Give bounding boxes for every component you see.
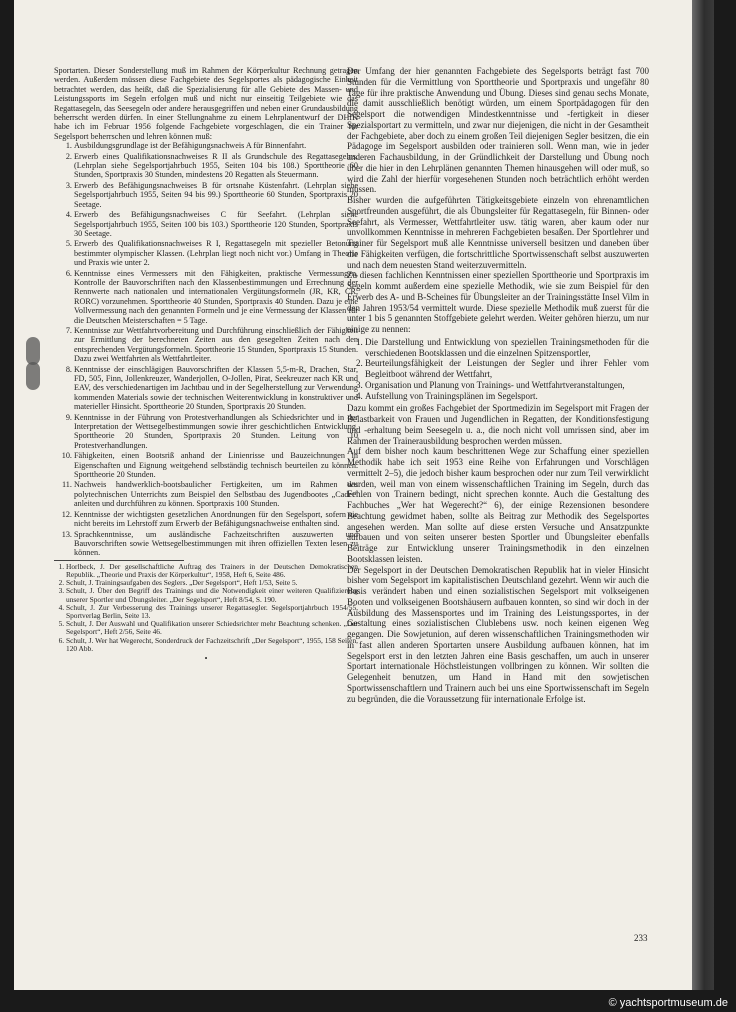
footnote: 4. Schult, J. Zur Verbesserung des Trainings unserer Regattasegler. Segelsportjahrbuch 1954/55, Sportverlag Berlin, Seite 13. xyxy=(66,604,358,620)
list-item: 5. Erwerb des Qualifikationsnachweises R I, Regattasegeln mit spezieller Betonung bestimmter olympischer Klassen. (Lehrplan liegt noch nicht vor.) Umfang in Theorie und Praxis wie unter 2. xyxy=(74,239,358,267)
footnote: 6. Schult, J. Wer hat Wegerecht, Sonderdruck der Fachzeitschrift „Der Segelsport“, 1955, 158 Seiten, 120 Abb. xyxy=(66,637,358,653)
list-item: 9. Kenntnisse in der Führung von Protestverhandlungen als Schiedsrichter und in der Interpretation der Wettsegelbestimmungen sowie ihrer geschichtlichen Entwicklung. Sporttheorie 20 Stunden, Sportpraxis 20 Stunden. Leitung von 10 Protestverhandlungen. xyxy=(74,413,358,451)
footnotes xyxy=(54,563,358,653)
list-item: 3. Erwerb des Befähigungsnachweises B für ortsnahe Küstenfahrt. (Lehrplan siehe Segelsportjahrbuch 1955, Seiten 94 bis 99.) Sporttheorie 60 Stunden, Sportpraxis 20 Seetage. xyxy=(74,181,358,209)
list-item: 2. Beurteilungsfähigkeit der Leistungen der Segler und ihrer Fehler vom Begleitboot während der Wettfahrt, xyxy=(365,358,649,380)
bullet-mark: • xyxy=(204,653,208,663)
footnote: 3. Schult, J. Über den Begriff des Trainings und die Notwendigkeit einer weiteren Qualifizierung unserer Sportler und Übungsleiter. „Der Segelsport“, Heft 8/54, S. 190. xyxy=(66,587,358,603)
list-item: 10. Fähigkeiten, einen Bootsriß anhand der Linienrisse und Bauzeichnungen in Eigenschaften und Eignung weitgehend selbständig technisch beurteilen zu können. Sporttheorie 20 Stunden. xyxy=(74,451,358,479)
list-item: 13. Sprachkenntnisse, um ausländische Fachzeitschriften auszuwerten und Bauvorschriften sowie Wettsegelbestimmungen mit ihren offiziellen Texten lesen zu können. xyxy=(74,530,358,558)
right-column xyxy=(347,66,649,704)
paragraph: Der Segelsport in der Deutschen Demokratischen Republik hat in vieler Hinsicht bisher vom Segelsport im kapitalistischen Deutschland gezehrt. Wenn wir auch die Basis verändert haben und einen sozialistischen Segelsport mit volkseigenen Booten und volkseigenen Bootshäusern aufbauen konnten, so sind wir doch in der Ausbildung des Massensportes und im Training des Leistungssportes, in der Gestaltung eines sozialistischen Clublebens usw. noch keinen eigenen Weg gegangen. Die Sowjetunion, auf deren wissenschaftlichen Trainingsmethoden wir in fast allen anderen Sportarten unsere Ausbildung aufbauen können, hat im Segelsport erst in den letzten Jahren eine Basis geschaffen, um auch in unserer Sportart internationale Höchstleistungen vollbringen zu können. Wir sollten die Gelegenheit benutzen, um Hand in Hand mit den sowjetischen Sportwissenschaftlern und Trainern auch bei uns eine Sportwissenschaft im Segeln zu begründen, die die Voraussetzung für internationale Erfolge ist. xyxy=(347,564,649,704)
copyright-credit: © yachtsportmuseum.de xyxy=(608,997,728,1009)
left-intro: Sportarten. Dieser Sonderstellung muß im Rahmen der Körperkultur Rechnung getragen werden. Außerdem müssen diese Fachgebiete des Segelsportes als pädagogische Einheit betrachtet werden, das heißt, daß die Spezialisierung für alle Gebiete des Massen- und Leistungssports im Segeln erfolgen muß und nicht nur einseitig Teilgebiete wie das Regattasegeln, das Seesegeln oder andere herausgegriffen und neben einer Grundausbildung beherrscht werden dürfen. In einer Stellungnahme zu einem Lehrplanentwurf der DHfK habe ich im Februar 1956 folgende Fachgebiete vorgeschlagen, die ein Trainer für Segelsport beherrschen und lehren können muß: xyxy=(54,66,358,141)
list-item: 7. Kenntnisse zur Wettfahrtvorbereitung und Durchführung einschließlich der Fähigkeit zur Ermittlung der berechneten Zeiten aus den gesegelten Zeiten nach den entsprechenden Vergütungsformeln. Sporttheorie 15 Stunden, Sportpraxis 15 Stunden. Dazu zwei Wettfahrten als Wettfahrtleiter. xyxy=(74,326,358,364)
left-column xyxy=(54,66,358,663)
book-binding xyxy=(692,0,714,990)
list-item: 1. Ausbildungsgrundlage ist der Befähigungsnachweis A für Binnenfahrt. xyxy=(74,141,358,150)
paragraph: Bisher wurden die aufgeführten Tätigkeitsgebiete einzeln von ehrenamtlichen Sportfreunden ausgeführt, die als Übungsleiter für Regattasegeln, für Binnen- oder Seefahrt, als Vermesser, Wettfahrtleiter usw. tätig waren, aber kaum oder nur unvollkommen Kenntnisse in mehreren Fachgebieten besaßen. Der Sportlehrer und Trainer für Segelsport muß alle Kenntnisse universell besitzen und daneben über die Fähigkeiten verfügen, die fortschrittliche Sportwissenschaft selbst auszuwerten und nach dem neuesten Stand weiterzuvermitteln. xyxy=(347,195,649,270)
list-item: 12. Kenntnisse der wichtigsten gesetzlichen Anordnungen für den Segelsport, sofern sie nicht bereits im Lehrstoff zum Erwerb der Befähigungsnachweise enthalten sind. xyxy=(74,510,358,529)
footnote-rule xyxy=(54,560,184,561)
list-item: 11. Nachweis handwerklich-bootsbaulicher Fertigkeiten, um im Rahmen des polytechnischen Unterrichts zum Beispiel den Selbstbau des Jugendbootes „Cadet“ anleiten und durchführen zu können. Sportpraxis 100 Stunden. xyxy=(74,480,358,508)
list-item: 8. Kenntnisse der einschlägigen Bauvorschriften der Klassen 5,5-m-R, Drachen, Star, FD, 505, Finn, Jollenkreuzer, Wanderjollen, O-Jollen, Pirat, Seekreuzer nach KR und EAV, des verschiedenartigen im Jachtbau und in der Segelherstellung zur Verwendung kommenden Materials sowie der technischen Weiterentwicklung in konstruktiver und materieller Hinsicht. Sporttheorie 20 Stunden, Sportpraxis 20 Stunden. xyxy=(74,365,358,412)
punch-hole xyxy=(26,362,40,390)
methodology-list xyxy=(347,337,649,402)
paragraph: Zu diesen fachlichen Kenntnissen einer speziellen Sporttheorie und Sportpraxis im Segeln kommt außerdem eine spezielle Methodik, wie sie zum Beispiel für den Erwerb des A- und B-Scheines für Übungsleiter an der Trainingsstätte Insel Vilm in den Jahren 1953/54 vermittelt wurde. Diese spezielle Methodik muß zuerst für die unter 1 bis 5 genannten Stoffgebiete gelehrt werden. Weiter gehören hierzu, um nur einige zu nennen: xyxy=(347,270,649,334)
list-item: 1. Die Darstellung und Entwicklung von speziellen Trainingsmethoden für die verschiedenen Bootsklassen und die einzelnen Spitzensportler, xyxy=(365,337,649,359)
paragraph: Auf dem bisher noch kaum beschrittenen Wege zur Schaffung einer speziellen Methodik habe ich seit 1953 eine Reihe von Erfahrungen und Vorschlägen vermittelt 2–5), die jedoch bisher kaum besprochen oder nur zum Teil verwirklicht wurden, weil man von einem wissenschaftlichen Training im Segeln, durch das Fehlen von Trainern bedingt, nicht sprechen konnte. Auch die Gestaltung des Fachbuches „Wer hat Wegerecht?“ 6), der einige Rezensionen besondere Beachtung gewidmet haben, sollte als Beitrag zur Methodik des Segelsportes angesehen werden. Man sollte auf diese ersten Versuche und Ansatzpunkte aufbauen und von seiten unserer besten Sportler und Übungsleiter ebenfalls Beiträge zur Entwicklung unserer Trainingsmethodik in den einzelnen Bootsklassen leisten. xyxy=(347,446,649,564)
footnote: 5. Schult, J. Der Auswahl und Qualifikation unserer Schiedsrichter mehr Beachtung schenken. „Der Segelsport“, Heft 2/56, Seite 46. xyxy=(66,620,358,636)
scanned-page xyxy=(14,0,714,990)
list-item: 3. Organisation und Planung von Trainings- und Wettfahrtveranstaltungen, xyxy=(365,380,649,391)
list-item: 4. Aufstellung von Trainingsplänen im Segelsport. xyxy=(365,391,649,402)
subject-list xyxy=(54,141,358,557)
punch-hole xyxy=(26,337,40,365)
list-item: 6. Kenntnisse eines Vermessers mit den Fähigkeiten, praktische Vermessungen, Kontrolle der Bauvorschriften nach den Klassenbestimmungen und Errechnung der Rennwerte nach nationalen und internationalen Vergütungsformeln (JR, KR, CR, RORC) vorzunehmen. Sporttheorie 40 Stunden, Sportpraxis 40 Stunden. Dazu je eine Vollvermessung nach den genannten Formeln und je eine Vermessung der Klassen für die Deutschen Meisterschaften = 5 Tage. xyxy=(74,269,358,325)
list-item: 4. Erwerb des Befähigungsnachweises C für Seefahrt. (Lehrplan siehe Segelsportjahrbuch 1955, Seiten 100 bis 103.) Sporttheorie 120 Stunden, Sportpraxis 30 Seetage. xyxy=(74,210,358,238)
footnote: 2. Schult, J. Trainingsaufgaben des Seglers. „Der Segelsport“, Heft 1/53, Seite 5. xyxy=(66,579,358,587)
list-item: 2. Erwerb eines Qualifikationsnachweises R II als Grundschule des Regattasegelns. (Lehrplan siehe Segelsportjahrbuch 1955, Seiten 104 bis 108.) Sporttheorie 60 Stunden, Sportpraxis 30 Stunden, mindestens 20 Regatten als Steuermann. xyxy=(74,152,358,180)
page-number: 233 xyxy=(634,933,648,943)
paragraph: Der Umfang der hier genannten Fachgebiete des Segelsports beträgt fast 700 Stunden für die Vermittlung von Sporttheorie und Sportpraxis und ungefähr 80 Tage für ihre praktische Anwendung und Übung. Dieses sind genau sechs Monate, die damit ausschließlich benötigt würden, um einem Sportpädagogen für den Segelsport die notwendigen Mindestkenntnisse und -fertigkeit in dieser Spezialsportart zu vermitteln, und zwar nur diejenigen, die nicht in der Gesamtheit der Fachgebiete, aber doch zu einem großen Teil diejenigen Segler besitzen, die ein Pädagoge im Segelsport ausbilden oder trainieren soll. Wenn man, wie in jeder anderen Fachausbildung, in der Gründlichkeit der Darstellung und Übung noch über die hier in den Lehrplänen genannten Themen hinausgehen will oder muß, so wird die Zahl der hierfür vorgesehenen Stunden noch beträchtlich erhöht werden müssen. xyxy=(347,66,649,195)
paragraph: Dazu kommt ein großes Fachgebiet der Sportmedizin im Segelsport mit Fragen der Belastbarkeit von Frauen und Jugendlichen in Regatten, der Konditionsfestigung und -erhaltung beim Seesegeln u. a., die noch nicht voll umrissen sind, aber im Rahmen der Trainerausbildung besprochen werden müssen. xyxy=(347,403,649,446)
footnote: 1. Horlbeck, J. Der gesellschaftliche Auftrag des Trainers in der Deutschen Demokratischen Republik. „Theorie und Praxis der Körperkultur“, 1958, Heft 6, Seite 486. xyxy=(66,563,358,579)
